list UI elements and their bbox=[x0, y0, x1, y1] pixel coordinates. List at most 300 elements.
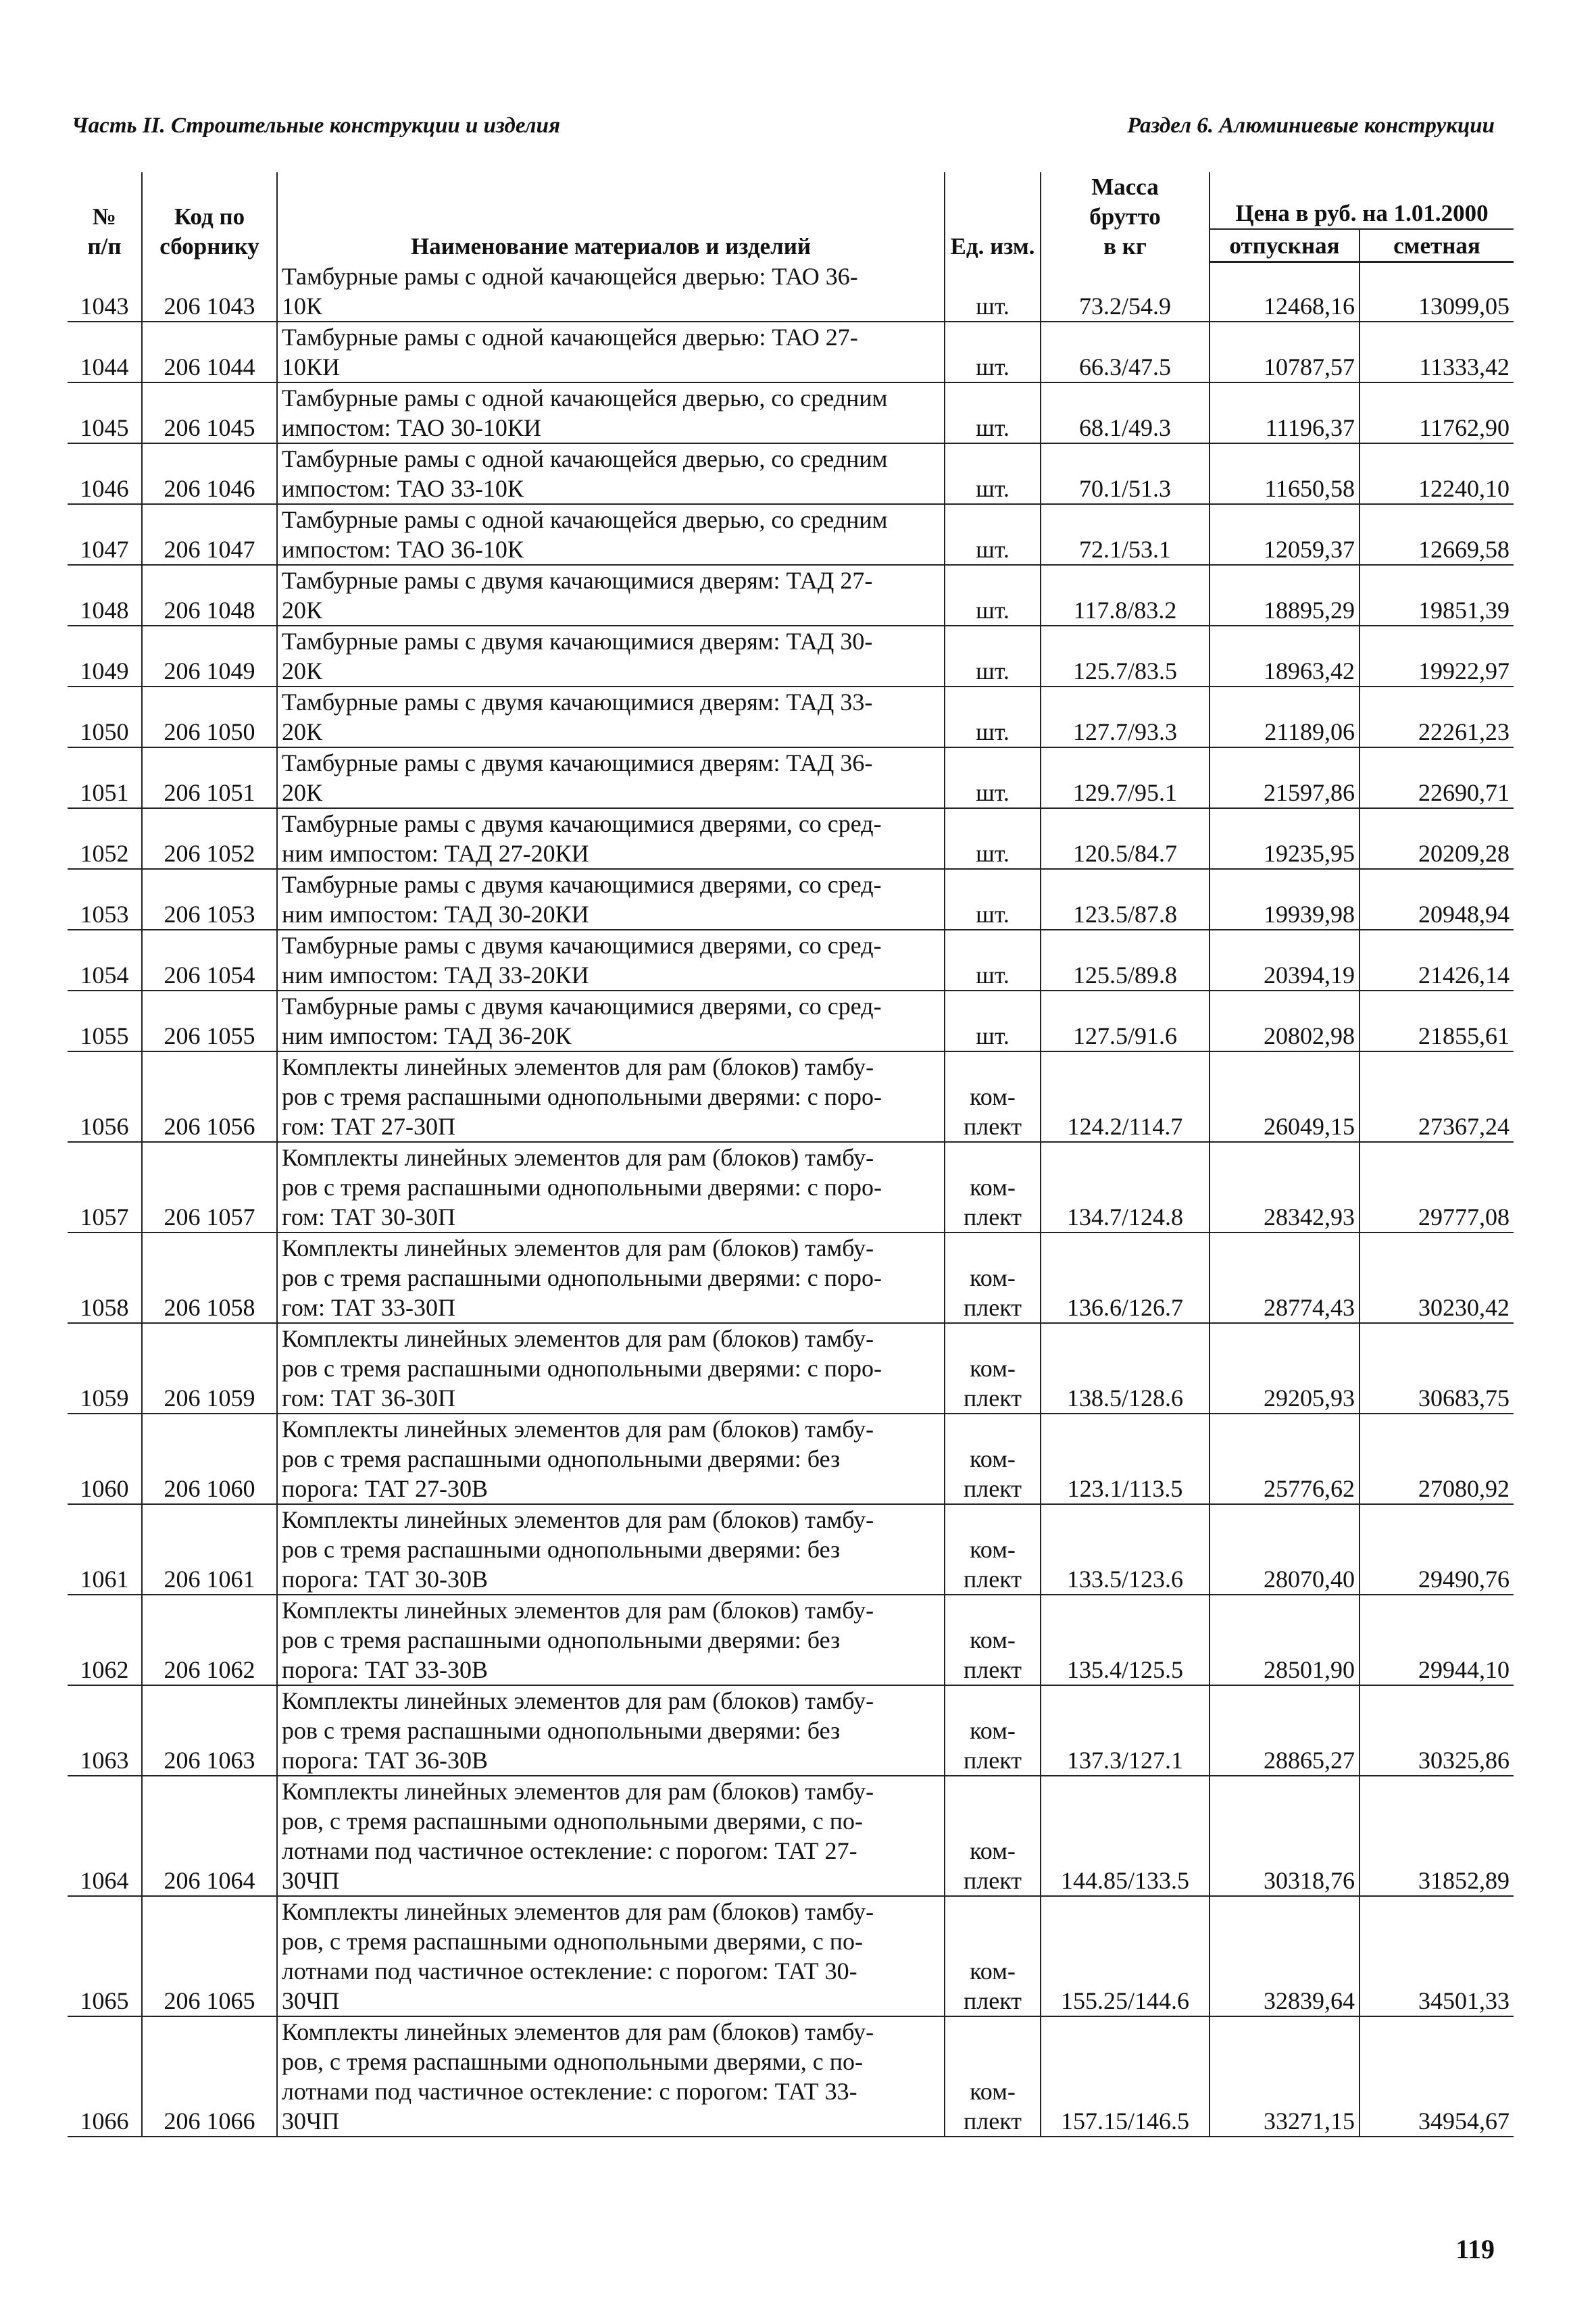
row-name-line: ров, с тремя распашными однопольными дверями, с по- bbox=[282, 1808, 864, 1835]
row-name-line: Тамбурные рамы с одной качающейся дверью, со средним bbox=[282, 445, 888, 472]
price-table bbox=[68, 172, 1514, 2137]
row-price-release: 29205,93 bbox=[1210, 1323, 1360, 1414]
row-name-line: ним импостом: ТАД 36-20К bbox=[282, 1022, 572, 1049]
row-price-estimate: 34501,33 bbox=[1360, 1896, 1514, 2016]
row-unit bbox=[945, 2016, 1041, 2137]
row-unit bbox=[945, 1776, 1041, 1896]
row-name-line: Тамбурные рамы с двумя качающимися дверям: ТАД 30- bbox=[282, 628, 873, 655]
row-price-estimate: 29777,08 bbox=[1360, 1142, 1514, 1233]
row-mass: 73.2/54.9 bbox=[1041, 262, 1210, 322]
row-number: 1050 bbox=[68, 687, 142, 747]
row-unit bbox=[945, 1595, 1041, 1685]
row-mass: 72.1/53.1 bbox=[1041, 504, 1210, 565]
table-row bbox=[68, 2016, 1514, 2137]
row-name-line: Тамбурные рамы с двумя качающимися дверями, со сред- bbox=[282, 932, 882, 959]
row-unit bbox=[945, 1142, 1041, 1233]
row-name bbox=[277, 1685, 945, 1776]
row-name-line: ров с тремя распашными однопольными дверями: с поро- bbox=[282, 1355, 882, 1382]
row-name-line: Комплекты линейных элементов для рам (блоков) тамбу- bbox=[282, 1235, 874, 1262]
row-unit bbox=[945, 1323, 1041, 1414]
row-mass: 129.7/95.1 bbox=[1041, 747, 1210, 808]
row-unit-line: шт. bbox=[976, 475, 1009, 502]
row-name bbox=[277, 1051, 945, 1142]
row-price-estimate: 22690,71 bbox=[1360, 747, 1514, 808]
col-header-num bbox=[68, 172, 142, 262]
table-row bbox=[68, 991, 1514, 1051]
row-name-line: Тамбурные рамы с одной качающейся дверью, со средним bbox=[282, 384, 888, 412]
row-unit-line: плект bbox=[964, 1566, 1022, 1593]
row-price-release: 28774,43 bbox=[1210, 1233, 1360, 1323]
row-price-estimate: 12669,58 bbox=[1360, 504, 1514, 565]
row-price-release: 25776,62 bbox=[1210, 1414, 1360, 1504]
row-number: 1044 bbox=[68, 322, 142, 382]
row-number: 1060 bbox=[68, 1414, 142, 1504]
row-unit-line: шт. bbox=[976, 1022, 1009, 1049]
row-name-line: ров с тремя распашными однопольными дверями: без bbox=[282, 1626, 841, 1653]
row-name-line: Тамбурные рамы с двумя качающимися дверями, со сред- bbox=[282, 993, 882, 1020]
row-name-line: Комплекты линейных элементов для рам (блоков) тамбу- bbox=[282, 1053, 874, 1080]
row-number: 1063 bbox=[68, 1685, 142, 1776]
row-name-line: Комплекты линейных элементов для рам (блоков) тамбу- bbox=[282, 2018, 874, 2045]
row-name-line: ров с тремя распашными однопольными дверями: с поро- bbox=[282, 1264, 882, 1291]
row-name bbox=[277, 1504, 945, 1595]
row-unit-line: плект bbox=[964, 1867, 1022, 1894]
row-price-estimate: 20209,28 bbox=[1360, 808, 1514, 869]
row-name-line: ров с тремя распашными однопольными дверями: без bbox=[282, 1445, 841, 1472]
table-row bbox=[68, 747, 1514, 808]
row-name bbox=[277, 565, 945, 626]
row-unit bbox=[945, 930, 1041, 991]
row-mass: 127.5/91.6 bbox=[1041, 991, 1210, 1051]
row-name bbox=[277, 1414, 945, 1504]
row-unit-line: плект bbox=[964, 1475, 1022, 1502]
row-code: 206 1049 bbox=[142, 626, 277, 687]
row-number: 1046 bbox=[68, 443, 142, 504]
col-header-mass-line1: Масса bbox=[1091, 174, 1159, 200]
row-name-line: импостом: ТАО 33-10К bbox=[282, 475, 524, 502]
row-code: 206 1065 bbox=[142, 1896, 277, 2016]
row-price-estimate: 19922,97 bbox=[1360, 626, 1514, 687]
row-name-line: порога: ТАТ 33-30В bbox=[282, 1656, 489, 1683]
row-name bbox=[277, 443, 945, 504]
row-price-release: 20802,98 bbox=[1210, 991, 1360, 1051]
table-row bbox=[68, 565, 1514, 626]
row-price-estimate: 31852,89 bbox=[1360, 1776, 1514, 1896]
row-price-estimate: 30683,75 bbox=[1360, 1323, 1514, 1414]
row-price-estimate: 19851,39 bbox=[1360, 565, 1514, 626]
row-name-line: Комплекты линейных элементов для рам (блоков) тамбу- bbox=[282, 1778, 874, 1805]
row-number: 1043 bbox=[68, 262, 142, 322]
row-mass: 137.3/127.1 bbox=[1041, 1685, 1210, 1776]
row-mass: 135.4/125.5 bbox=[1041, 1595, 1210, 1685]
row-code: 206 1043 bbox=[142, 262, 277, 322]
row-unit bbox=[945, 1051, 1041, 1142]
row-name-line: ним импостом: ТАД 30-20КИ bbox=[282, 901, 589, 928]
row-unit-line: шт. bbox=[976, 657, 1009, 684]
row-number: 1045 bbox=[68, 382, 142, 443]
row-unit-line: ком- bbox=[970, 1174, 1016, 1201]
row-mass: 138.5/128.6 bbox=[1041, 1323, 1210, 1414]
row-name-line: лотнами под частичное остекление: с порогом: ТАТ 30- bbox=[282, 1958, 857, 1985]
table-row bbox=[68, 808, 1514, 869]
row-name-line: 30ЧП bbox=[282, 1867, 340, 1894]
row-unit-line: плект bbox=[964, 1656, 1022, 1683]
row-unit bbox=[945, 808, 1041, 869]
row-mass: 123.5/87.8 bbox=[1041, 869, 1210, 930]
row-name-line: гом: ТАТ 27-30П bbox=[282, 1113, 455, 1140]
row-number: 1056 bbox=[68, 1051, 142, 1142]
row-unit bbox=[945, 687, 1041, 747]
row-code: 206 1051 bbox=[142, 747, 277, 808]
row-code: 206 1054 bbox=[142, 930, 277, 991]
row-name-line: порога: ТАТ 30-30В bbox=[282, 1566, 489, 1593]
row-code: 206 1061 bbox=[142, 1504, 277, 1595]
row-name-line: гом: ТАТ 36-30П bbox=[282, 1385, 455, 1412]
table-row bbox=[68, 626, 1514, 687]
row-mass: 127.7/93.3 bbox=[1041, 687, 1210, 747]
row-code: 206 1059 bbox=[142, 1323, 277, 1414]
row-name-line: Тамбурные рамы с одной качающейся дверью, со средним bbox=[282, 506, 888, 533]
row-name-line: Комплекты линейных элементов для рам (блоков) тамбу- bbox=[282, 1597, 874, 1624]
running-head-left: Часть II. Строительные конструкции и изделия bbox=[72, 114, 560, 138]
row-name bbox=[277, 1233, 945, 1323]
row-name-line: ним импостом: ТАД 33-20КИ bbox=[282, 962, 589, 989]
row-name-line: импостом: ТАО 36-10К bbox=[282, 536, 524, 563]
row-price-release: 19939,98 bbox=[1210, 869, 1360, 930]
row-number: 1059 bbox=[68, 1323, 142, 1414]
table-row bbox=[68, 687, 1514, 747]
row-price-release: 12468,16 bbox=[1210, 262, 1360, 322]
row-name bbox=[277, 1142, 945, 1233]
row-unit bbox=[945, 1504, 1041, 1595]
row-unit-line: шт. bbox=[976, 718, 1009, 745]
row-unit bbox=[945, 1414, 1041, 1504]
row-name-line: 10К bbox=[282, 293, 323, 320]
row-name bbox=[277, 930, 945, 991]
row-price-estimate: 27367,24 bbox=[1360, 1051, 1514, 1142]
row-name-line: ров с тремя распашными однопольными дверями: с поро- bbox=[282, 1174, 882, 1201]
row-number: 1057 bbox=[68, 1142, 142, 1233]
row-unit-line: шт. bbox=[976, 353, 1009, 380]
col-header-mass-line2: брутто bbox=[1089, 203, 1161, 230]
row-number: 1049 bbox=[68, 626, 142, 687]
row-name bbox=[277, 747, 945, 808]
row-number: 1055 bbox=[68, 991, 142, 1051]
col-header-price-group: Цена в руб. на 1.01.2000 bbox=[1210, 172, 1514, 229]
row-price-estimate: 30325,86 bbox=[1360, 1685, 1514, 1776]
row-mass: 68.1/49.3 bbox=[1041, 382, 1210, 443]
row-name bbox=[277, 2016, 945, 2137]
row-mass: 133.5/123.6 bbox=[1041, 1504, 1210, 1595]
row-name bbox=[277, 1896, 945, 2016]
row-name bbox=[277, 991, 945, 1051]
row-unit bbox=[945, 443, 1041, 504]
row-unit bbox=[945, 382, 1041, 443]
row-price-estimate: 12240,10 bbox=[1360, 443, 1514, 504]
row-name-line: гом: ТАТ 30-30П bbox=[282, 1203, 455, 1230]
row-price-release: 28070,40 bbox=[1210, 1504, 1360, 1595]
row-name-line: Комплекты линейных элементов для рам (блоков) тамбу- bbox=[282, 1898, 874, 1925]
row-unit-line: шт. bbox=[976, 414, 1009, 441]
row-unit-line: ком- bbox=[970, 1626, 1016, 1653]
row-unit bbox=[945, 747, 1041, 808]
row-price-estimate: 20948,94 bbox=[1360, 869, 1514, 930]
row-number: 1051 bbox=[68, 747, 142, 808]
row-name-line: гом: ТАТ 33-30П bbox=[282, 1294, 455, 1321]
col-header-name: Наименование материалов и изделий bbox=[277, 172, 945, 262]
row-number: 1058 bbox=[68, 1233, 142, 1323]
table-row bbox=[68, 1504, 1514, 1595]
row-number: 1061 bbox=[68, 1504, 142, 1595]
row-mass: 124.2/114.7 bbox=[1041, 1051, 1210, 1142]
row-price-release: 12059,37 bbox=[1210, 504, 1360, 565]
row-name-line: ров, с тремя распашными однопольными дверями, с по- bbox=[282, 2048, 864, 2075]
row-price-estimate: 21426,14 bbox=[1360, 930, 1514, 991]
table-row bbox=[68, 1414, 1514, 1504]
row-number: 1052 bbox=[68, 808, 142, 869]
row-mass: 125.7/83.5 bbox=[1041, 626, 1210, 687]
row-price-estimate: 11762,90 bbox=[1360, 382, 1514, 443]
row-price-release: 11650,58 bbox=[1210, 443, 1360, 504]
col-header-code bbox=[142, 172, 277, 262]
row-number: 1048 bbox=[68, 565, 142, 626]
row-code: 206 1046 bbox=[142, 443, 277, 504]
row-price-estimate: 34954,67 bbox=[1360, 2016, 1514, 2137]
row-name-line: Комплекты линейных элементов для рам (блоков) тамбу- bbox=[282, 1416, 874, 1443]
row-code: 206 1050 bbox=[142, 687, 277, 747]
row-number: 1054 bbox=[68, 930, 142, 991]
row-price-release: 10787,57 bbox=[1210, 322, 1360, 382]
row-unit bbox=[945, 1896, 1041, 2016]
row-price-release: 32839,64 bbox=[1210, 1896, 1360, 2016]
row-unit bbox=[945, 504, 1041, 565]
row-name-line: Тамбурные рамы с одной качающейся дверью: ТАО 36- bbox=[282, 263, 858, 290]
table-row bbox=[68, 1896, 1514, 2016]
col-header-price-release: отпускная bbox=[1210, 229, 1360, 262]
col-header-num-line1: № bbox=[92, 203, 117, 230]
row-price-release: 18895,29 bbox=[1210, 565, 1360, 626]
row-name-line: 20К bbox=[282, 657, 323, 684]
row-price-release: 28865,27 bbox=[1210, 1685, 1360, 1776]
row-unit-line: шт. bbox=[976, 962, 1009, 989]
row-unit-line: шт. bbox=[976, 901, 1009, 928]
table-row bbox=[68, 504, 1514, 565]
row-name-line: ров с тремя распашными однопольными дверями: без bbox=[282, 1536, 841, 1563]
row-number: 1062 bbox=[68, 1595, 142, 1685]
table-row bbox=[68, 1685, 1514, 1776]
table-row bbox=[68, 869, 1514, 930]
row-name-line: ров с тремя распашными однопольными дверями: с поро- bbox=[282, 1083, 882, 1110]
row-unit-line: ком- bbox=[970, 2078, 1016, 2105]
row-name-line: ним импостом: ТАД 27-20КИ bbox=[282, 840, 589, 867]
row-name-line: ров с тремя распашными однопольными дверями: без bbox=[282, 1717, 841, 1744]
row-price-release: 26049,15 bbox=[1210, 1051, 1360, 1142]
row-mass: 120.5/84.7 bbox=[1041, 808, 1210, 869]
row-number: 1066 bbox=[68, 2016, 142, 2137]
row-code: 206 1055 bbox=[142, 991, 277, 1051]
row-name-line: порога: ТАТ 27-30В bbox=[282, 1475, 489, 1502]
row-unit bbox=[945, 1685, 1041, 1776]
table-row bbox=[68, 262, 1514, 322]
row-name-line: Тамбурные рамы с двумя качающимися дверям: ТАД 27- bbox=[282, 567, 873, 594]
col-header-code-line1: Код по bbox=[174, 203, 245, 230]
row-unit bbox=[945, 1233, 1041, 1323]
table-row bbox=[68, 1233, 1514, 1323]
row-name bbox=[277, 1595, 945, 1685]
table-row bbox=[68, 1323, 1514, 1414]
row-mass: 157.15/146.5 bbox=[1041, 2016, 1210, 2137]
row-code: 206 1044 bbox=[142, 322, 277, 382]
col-header-num-line2: п/п bbox=[87, 233, 122, 259]
row-name bbox=[277, 808, 945, 869]
row-price-release: 11196,37 bbox=[1210, 382, 1360, 443]
row-name bbox=[277, 687, 945, 747]
row-unit bbox=[945, 869, 1041, 930]
row-code: 206 1066 bbox=[142, 2016, 277, 2137]
row-unit-line: плект bbox=[964, 1113, 1022, 1140]
row-name-line: импостом: ТАО 30-10КИ bbox=[282, 414, 541, 441]
row-name-line: 10КИ bbox=[282, 353, 341, 380]
row-price-release: 28501,90 bbox=[1210, 1595, 1360, 1685]
row-unit-line: плект bbox=[964, 1294, 1022, 1321]
row-mass: 144.85/133.5 bbox=[1041, 1776, 1210, 1896]
row-unit-line: ком- bbox=[970, 1717, 1016, 1744]
row-name-line: ров, с тремя распашными однопольными дверями, с по- bbox=[282, 1928, 864, 1955]
row-name bbox=[277, 1776, 945, 1896]
row-unit-line: ком- bbox=[970, 1536, 1016, 1563]
row-unit bbox=[945, 565, 1041, 626]
row-code: 206 1060 bbox=[142, 1414, 277, 1504]
row-price-estimate: 29490,76 bbox=[1360, 1504, 1514, 1595]
row-unit bbox=[945, 991, 1041, 1051]
row-name-line: Тамбурные рамы с одной качающейся дверью: ТАО 27- bbox=[282, 324, 858, 351]
row-unit-line: плект bbox=[964, 1987, 1022, 2014]
row-mass: 155.25/144.6 bbox=[1041, 1896, 1210, 2016]
row-unit bbox=[945, 626, 1041, 687]
row-code: 206 1052 bbox=[142, 808, 277, 869]
row-unit-line: шт. bbox=[976, 597, 1009, 624]
row-price-release: 20394,19 bbox=[1210, 930, 1360, 991]
row-code: 206 1048 bbox=[142, 565, 277, 626]
row-name-line: лотнами под частичное остекление: с порогом: ТАТ 33- bbox=[282, 2078, 857, 2105]
row-mass: 134.7/124.8 bbox=[1041, 1142, 1210, 1233]
row-name-line: 30ЧП bbox=[282, 1987, 340, 2014]
row-unit-line: ком- bbox=[970, 1958, 1016, 1985]
row-price-estimate: 27080,92 bbox=[1360, 1414, 1514, 1504]
table-row bbox=[68, 1142, 1514, 1233]
row-code: 206 1057 bbox=[142, 1142, 277, 1233]
row-name bbox=[277, 322, 945, 382]
row-name-line: Тамбурные рамы с двумя качающимися дверями, со сред- bbox=[282, 810, 882, 837]
row-price-release: 28342,93 bbox=[1210, 1142, 1360, 1233]
row-name-line: Комплекты линейных элементов для рам (блоков) тамбу- bbox=[282, 1325, 874, 1352]
row-name-line: Тамбурные рамы с двумя качающимися дверям: ТАД 33- bbox=[282, 689, 873, 716]
row-unit-line: плект bbox=[964, 1747, 1022, 1774]
row-price-estimate: 22261,23 bbox=[1360, 687, 1514, 747]
row-code: 206 1053 bbox=[142, 869, 277, 930]
row-price-release: 33271,15 bbox=[1210, 2016, 1360, 2137]
row-unit-line: шт. bbox=[976, 779, 1009, 806]
row-unit-line: плект bbox=[964, 1203, 1022, 1230]
row-code: 206 1062 bbox=[142, 1595, 277, 1685]
row-name bbox=[277, 262, 945, 322]
row-mass: 125.5/89.8 bbox=[1041, 930, 1210, 991]
col-header-unit: Ед. изм. bbox=[945, 172, 1041, 262]
row-code: 206 1056 bbox=[142, 1051, 277, 1142]
row-price-estimate: 30230,42 bbox=[1360, 1233, 1514, 1323]
row-price-estimate: 13099,05 bbox=[1360, 262, 1514, 322]
row-unit-line: ком- bbox=[970, 1355, 1016, 1382]
row-name-line: Тамбурные рамы с двумя качающимися дверям: ТАД 36- bbox=[282, 749, 873, 776]
table-row bbox=[68, 443, 1514, 504]
row-name-line: 20К bbox=[282, 718, 323, 745]
row-name bbox=[277, 869, 945, 930]
row-unit-line: ком- bbox=[970, 1083, 1016, 1110]
table-row bbox=[68, 322, 1514, 382]
row-name-line: лотнами под частичное остекление: с порогом: ТАТ 27- bbox=[282, 1837, 857, 1864]
row-number: 1053 bbox=[68, 869, 142, 930]
row-price-release: 21189,06 bbox=[1210, 687, 1360, 747]
row-name bbox=[277, 1323, 945, 1414]
col-header-price-estimate: сметная bbox=[1360, 229, 1514, 262]
col-header-code-line2: сборнику bbox=[159, 233, 259, 259]
row-unit bbox=[945, 262, 1041, 322]
row-unit-line: ком- bbox=[970, 1445, 1016, 1472]
row-code: 206 1063 bbox=[142, 1685, 277, 1776]
table-row bbox=[68, 930, 1514, 991]
table-body bbox=[68, 262, 1514, 2137]
row-price-estimate: 29944,10 bbox=[1360, 1595, 1514, 1685]
row-unit-line: шт. bbox=[976, 536, 1009, 563]
row-mass: 123.1/113.5 bbox=[1041, 1414, 1210, 1504]
row-name bbox=[277, 382, 945, 443]
row-price-release: 19235,95 bbox=[1210, 808, 1360, 869]
row-number: 1064 bbox=[68, 1776, 142, 1896]
row-number: 1047 bbox=[68, 504, 142, 565]
table-row bbox=[68, 1776, 1514, 1896]
row-unit-line: плект bbox=[964, 1385, 1022, 1412]
table-row bbox=[68, 382, 1514, 443]
row-name-line: порога: ТАТ 36-30В bbox=[282, 1747, 489, 1774]
page-number: 119 bbox=[1455, 2234, 1495, 2264]
row-unit-line: ком- bbox=[970, 1264, 1016, 1291]
row-price-release: 30318,76 bbox=[1210, 1776, 1360, 1896]
row-price-estimate: 11333,42 bbox=[1360, 322, 1514, 382]
row-name-line: Комплекты линейных элементов для рам (блоков) тамбу- bbox=[282, 1687, 874, 1714]
row-name-line: 20К bbox=[282, 779, 323, 806]
row-name bbox=[277, 626, 945, 687]
row-name-line: Тамбурные рамы с двумя качающимися дверями, со сред- bbox=[282, 871, 882, 898]
row-unit-line: шт. bbox=[976, 293, 1009, 320]
row-unit-line: шт. bbox=[976, 840, 1009, 867]
row-mass: 70.1/51.3 bbox=[1041, 443, 1210, 504]
row-mass: 66.3/47.5 bbox=[1041, 322, 1210, 382]
row-code: 206 1058 bbox=[142, 1233, 277, 1323]
row-code: 206 1045 bbox=[142, 382, 277, 443]
row-code: 206 1064 bbox=[142, 1776, 277, 1896]
table-row bbox=[68, 1595, 1514, 1685]
col-header-mass-line3: в кг bbox=[1103, 233, 1147, 259]
row-price-release: 18963,42 bbox=[1210, 626, 1360, 687]
row-unit-line: плект bbox=[964, 2108, 1022, 2135]
row-mass: 136.6/126.7 bbox=[1041, 1233, 1210, 1323]
col-header-mass bbox=[1041, 172, 1210, 262]
table-row bbox=[68, 1051, 1514, 1142]
row-name-line: 30ЧП bbox=[282, 2108, 340, 2135]
running-head-right: Раздел 6. Алюминиевые конструкции bbox=[1127, 114, 1495, 138]
row-unit-line: ком- bbox=[970, 1837, 1016, 1864]
row-mass: 117.8/83.2 bbox=[1041, 565, 1210, 626]
